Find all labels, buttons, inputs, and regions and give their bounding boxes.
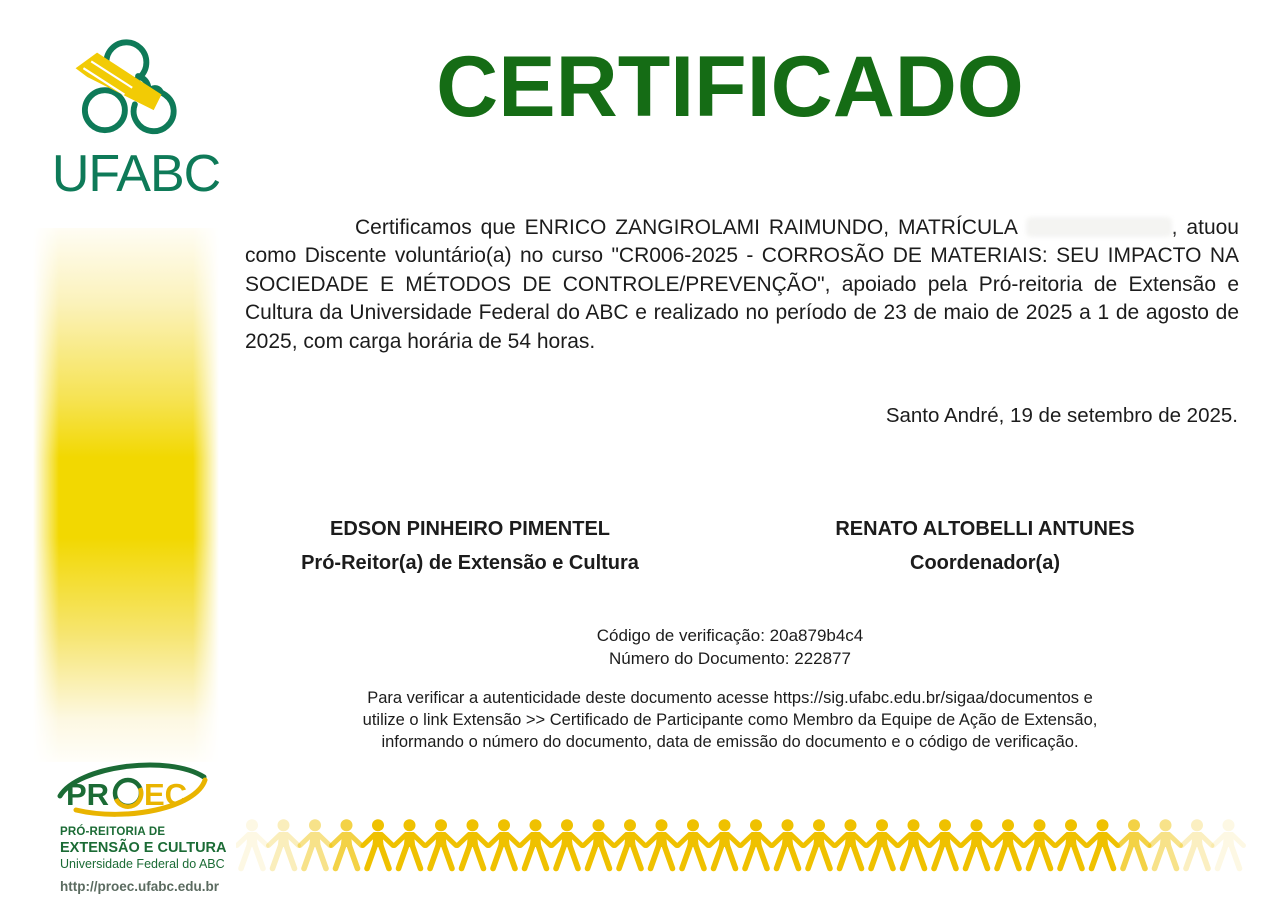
certificate-title: CERTIFICADO [436,39,1024,135]
ufabc-wordmark: UFABC [51,145,221,203]
proec-url: http://proec.ufabc.edu.br [60,879,220,894]
document-number-label: Número do Documento: [609,649,790,668]
body-text-part1: Certificamos que ENRICO ZANGIROLAMI RAIMUNDO, MATRÍCULA [355,216,1017,239]
certificate-body-text [245,214,1239,356]
people-chain [236,818,1246,876]
signature-block-left [230,518,710,575]
verification-code-line [180,624,1280,647]
verification-block [180,624,1280,670]
signer-role: Coordenador(a) [910,552,1060,574]
issue-date: Santo André, 19 de setembro de 2025. [885,404,1238,427]
proec-line-3: Universidade Federal do ABC [60,857,225,871]
verification-instructions [180,688,1280,753]
document-number-value: 222877 [794,649,851,668]
signer-name: EDSON PINHEIRO PIMENTEL [329,518,611,540]
signer-name: RENATO ALTOBELLI ANTUNES [835,518,1135,540]
proec-wordmark-ec: EC [144,777,188,812]
instructions-line-2: utilize o link Extensão >> Certificado de Participante como Membro da Equipe de Ação de Extensão, [362,710,1098,729]
proec-logo-icon [56,760,208,818]
signature-block-right [745,518,1225,575]
yellow-gradient-bar [33,228,219,762]
proec-wordmark-pr: PR [66,777,110,812]
proec-logo-block [56,760,236,894]
document-number-line [180,647,1280,670]
instructions-line-1: Para verificar a autenticidade deste documento acesse https://sig.ufabc.edu.br/sigaa/documentos e [367,689,1093,707]
redacted-matricula [1026,217,1172,237]
signer-role: Pró-Reitor(a) de Extensão e Cultura [301,552,639,574]
body-text-part2: , atuou como Discente voluntário(a) no curso "CR006-2025 - CORROSÃO DE MATERIAIS: SEU IMPACTO NA SOCIEDADE E MÉTODOS DE CONTROLE/PREVENÇÃO", apoiado pela Pró-reitoria de Extensão e Cultura da Universidade Federal do ABC e realizado no período de 23 de maio de 2025 a 1 de agosto de 2025, com carga horária de 54 horas. [245,216,1239,353]
proec-line-1: PRÓ-REITORIA DE [60,826,166,838]
verification-code-value: 20a879b4c4 [769,626,864,645]
people-chain-icon [236,818,1246,876]
verification-code-label: Código de verificação: [596,626,765,645]
instructions-line-3: informando o número do documento, data de emissão do documento e o código de verificação. [381,732,1079,751]
proec-line-2: EXTENSÃO E CULTURA [60,840,227,856]
